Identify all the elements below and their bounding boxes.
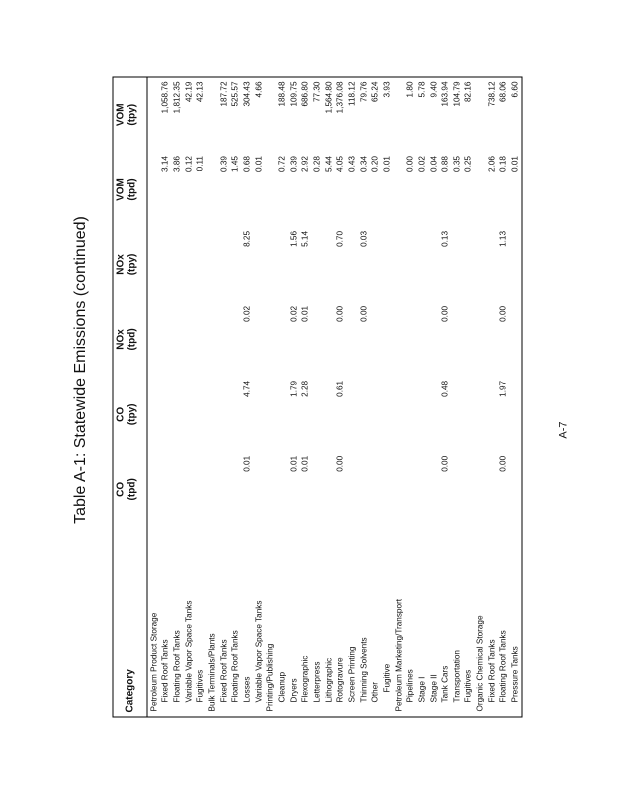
row-value: 0.28 xyxy=(312,156,322,172)
row-value: 0.72 xyxy=(277,156,287,172)
row-value xyxy=(429,302,441,377)
row-value: 4.74 xyxy=(242,380,252,397)
row-category: Letterpress xyxy=(312,661,322,703)
table-row xyxy=(147,77,161,717)
row-value xyxy=(394,377,406,452)
row-value: 77.30 xyxy=(312,81,322,102)
row-category: Transportation xyxy=(452,650,462,703)
row-value: 0.70 xyxy=(335,230,345,247)
row-value: 2.92 xyxy=(300,156,310,172)
row-value: 0.00 xyxy=(498,305,508,322)
row-value: 2.06 xyxy=(487,156,497,172)
row-value xyxy=(429,377,441,452)
emissions-table-frame xyxy=(113,77,523,718)
row-value xyxy=(195,452,207,527)
header-unit: (tpy) xyxy=(126,253,138,276)
row-value xyxy=(172,452,184,527)
row-category: Losses xyxy=(242,676,252,703)
row-value: 79.76 xyxy=(359,81,369,102)
row-value xyxy=(147,227,161,302)
row-value: 0.02 xyxy=(417,156,427,172)
row-value xyxy=(347,452,359,527)
row-value: 0.01 xyxy=(300,455,310,472)
row-value xyxy=(347,377,359,452)
row-value: 5.78 xyxy=(417,81,427,98)
row-category: Bulk Terminals/Plants xyxy=(207,633,217,712)
row-value xyxy=(195,377,207,452)
row-category: Other xyxy=(370,682,380,703)
row-value xyxy=(147,77,161,152)
header-unit: (tpy) xyxy=(126,103,138,126)
row-value: 0.02 xyxy=(289,305,299,322)
table-body xyxy=(147,77,522,717)
row-category: Printing/Publishing xyxy=(265,643,275,712)
row-value: 1,812.35 xyxy=(172,81,182,114)
header-column-4 xyxy=(113,227,147,302)
table-row xyxy=(254,77,266,717)
row-value: 68.06 xyxy=(498,81,508,102)
header-category: Category xyxy=(113,527,147,717)
row-value xyxy=(510,227,522,302)
table-row xyxy=(242,77,254,717)
row-value xyxy=(405,452,417,527)
row-value xyxy=(254,302,266,377)
table-row xyxy=(195,77,207,717)
row-value xyxy=(147,302,161,377)
row-value xyxy=(254,452,266,527)
row-value xyxy=(417,452,429,527)
row-value: 0.02 xyxy=(242,305,252,322)
row-value xyxy=(161,377,173,452)
row-value: 0.00 xyxy=(335,455,345,472)
row-category: Floating Roof Tanks xyxy=(498,630,508,703)
table-row xyxy=(452,77,464,717)
row-value: 1,058.76 xyxy=(160,81,170,114)
row-value xyxy=(405,302,417,377)
row-value: 6.60 xyxy=(510,81,520,98)
row-value: 0.34 xyxy=(359,156,369,172)
table-row xyxy=(359,77,371,717)
row-value xyxy=(277,377,289,452)
row-value xyxy=(147,377,161,452)
row-value xyxy=(475,377,487,452)
row-value: 4.66 xyxy=(254,81,264,98)
table-row xyxy=(230,77,242,717)
table-row xyxy=(429,77,441,717)
row-value xyxy=(487,452,499,527)
row-value: 0.00 xyxy=(335,305,345,322)
row-value xyxy=(195,227,207,302)
row-value: 0.00 xyxy=(498,455,508,472)
row-category: Fixed Roof Tanks xyxy=(219,639,229,703)
row-value: 8.25 xyxy=(242,230,252,247)
row-value: 3.86 xyxy=(172,156,182,172)
row-value xyxy=(394,227,406,302)
row-value: 1.56 xyxy=(289,230,299,247)
row-value xyxy=(184,377,196,452)
row-value xyxy=(184,302,196,377)
header-pollutant: VOM xyxy=(115,178,127,201)
row-value: 0.01 xyxy=(382,156,392,172)
table-row xyxy=(184,77,196,717)
row-value: 109.75 xyxy=(289,81,299,107)
table-row xyxy=(417,77,429,717)
row-value: 0.01 xyxy=(254,156,264,172)
row-value: 0.88 xyxy=(440,156,450,172)
header-column-3 xyxy=(113,302,147,377)
row-value xyxy=(382,452,394,527)
row-value xyxy=(312,377,324,452)
row-value: 0.48 xyxy=(440,380,450,397)
row-value xyxy=(475,452,487,527)
row-value xyxy=(475,152,487,227)
page-number xyxy=(552,415,576,445)
row-value: 188.48 xyxy=(277,81,287,107)
row-value: 0.03 xyxy=(359,230,369,247)
row-value: 0.25 xyxy=(463,156,473,172)
row-value xyxy=(464,452,476,527)
row-value xyxy=(452,227,464,302)
row-value: 0.35 xyxy=(452,156,462,172)
table-row xyxy=(347,77,359,717)
row-value xyxy=(324,452,336,527)
row-value: 1.80 xyxy=(405,81,415,98)
row-value: 104.79 xyxy=(452,81,462,107)
row-value xyxy=(417,302,429,377)
row-value xyxy=(219,452,231,527)
row-value: 0.68 xyxy=(242,156,252,172)
row-value xyxy=(510,302,522,377)
row-category: Flexographic xyxy=(300,655,310,703)
table-row xyxy=(394,77,406,717)
row-value xyxy=(254,227,266,302)
table-row xyxy=(335,77,347,717)
row-value xyxy=(265,152,277,227)
row-value xyxy=(147,452,161,527)
emissions-table xyxy=(113,77,523,718)
table-row xyxy=(487,77,499,717)
table-row xyxy=(161,77,173,717)
row-value xyxy=(207,77,219,152)
header-column-2 xyxy=(113,377,147,452)
row-value: 1,564.80 xyxy=(324,81,334,114)
row-value xyxy=(347,302,359,377)
row-value xyxy=(265,377,277,452)
row-value: 0.00 xyxy=(440,305,450,322)
row-value: 304.43 xyxy=(242,81,252,107)
row-value xyxy=(487,227,499,302)
row-value xyxy=(207,377,219,452)
row-category: Floating Roof Tanks xyxy=(172,630,182,703)
row-value xyxy=(382,302,394,377)
row-value xyxy=(359,377,371,452)
table-row xyxy=(382,77,394,717)
row-category: Pipelines xyxy=(405,669,415,703)
row-value xyxy=(219,377,231,452)
table-row xyxy=(207,77,219,717)
row-category: Thinning Solvents xyxy=(359,637,369,703)
header-column-6 xyxy=(113,77,147,152)
row-value xyxy=(475,302,487,377)
table-row xyxy=(300,77,312,717)
row-value xyxy=(464,227,476,302)
row-value xyxy=(417,227,429,302)
row-value xyxy=(510,452,522,527)
row-value xyxy=(230,377,242,452)
table-row xyxy=(219,77,231,717)
row-value: 187.72 xyxy=(219,81,229,107)
row-value xyxy=(475,77,487,152)
table-row xyxy=(370,77,382,717)
row-value xyxy=(394,152,406,227)
table-row xyxy=(510,77,522,717)
row-value: 0.00 xyxy=(440,455,450,472)
row-value xyxy=(147,152,161,227)
row-value xyxy=(230,302,242,377)
row-category: Organic Chemical Storage xyxy=(475,615,485,712)
row-category: Stage II xyxy=(429,674,438,703)
row-value: 1.13 xyxy=(498,230,508,247)
row-value xyxy=(370,452,382,527)
row-value: 0.61 xyxy=(335,380,345,397)
row-value: 0.00 xyxy=(359,305,369,322)
row-value xyxy=(207,302,219,377)
header-unit: (tpd) xyxy=(126,328,138,351)
row-value xyxy=(172,302,184,377)
row-value: 0.01 xyxy=(510,156,520,172)
row-category: Cleanup xyxy=(277,672,287,703)
table-row xyxy=(277,77,289,717)
row-value xyxy=(464,377,476,452)
row-value xyxy=(452,452,464,527)
row-value xyxy=(207,452,219,527)
row-value xyxy=(405,377,417,452)
row-value xyxy=(207,152,219,227)
table-row xyxy=(405,77,417,717)
row-value: 0.12 xyxy=(184,156,194,172)
row-value xyxy=(510,377,522,452)
row-value: 5.44 xyxy=(324,156,334,172)
row-value: 0.43 xyxy=(347,156,357,172)
header-column-5 xyxy=(113,152,147,227)
row-value xyxy=(184,452,196,527)
row-category: Rotogravure xyxy=(335,657,345,703)
row-value xyxy=(230,452,242,527)
row-value xyxy=(487,377,499,452)
row-value xyxy=(429,452,441,527)
row-category: Tank Cars xyxy=(440,665,450,703)
row-value xyxy=(265,452,277,527)
row-value xyxy=(265,227,277,302)
row-value xyxy=(452,377,464,452)
row-value: 0.13 xyxy=(440,230,450,247)
row-category: Fixed Roof Tanks xyxy=(487,639,497,703)
row-category: Fugitives xyxy=(463,669,473,703)
row-value xyxy=(161,302,173,377)
row-category: Fixed Roof Tanks xyxy=(160,639,170,703)
row-value: 0.01 xyxy=(300,305,310,322)
row-category: Petroleum Marketing/Transport xyxy=(394,598,404,712)
table-row xyxy=(475,77,487,717)
row-category: Variable Vapor Space Tanks xyxy=(254,600,264,703)
row-value xyxy=(324,227,336,302)
header-pollutant: CO xyxy=(115,406,127,422)
row-value xyxy=(487,302,499,377)
row-value: 42.19 xyxy=(184,81,194,102)
row-value xyxy=(359,452,371,527)
row-value xyxy=(394,302,406,377)
row-category: Pressure Tanks xyxy=(510,646,520,703)
row-value xyxy=(464,302,476,377)
table-row xyxy=(172,77,184,717)
table-row xyxy=(289,77,301,717)
row-value: 0.39 xyxy=(219,156,229,172)
row-category: Stage I xyxy=(417,676,427,703)
row-value xyxy=(370,227,382,302)
header-pollutant: NOx xyxy=(115,254,127,275)
row-value xyxy=(230,227,242,302)
row-value xyxy=(405,227,417,302)
row-value: 42.13 xyxy=(195,81,205,102)
row-category: Fugitives xyxy=(195,669,205,703)
row-value xyxy=(394,77,406,152)
row-value: 3.93 xyxy=(382,81,392,98)
row-value xyxy=(475,227,487,302)
row-value xyxy=(324,302,336,377)
row-value xyxy=(172,227,184,302)
row-value xyxy=(429,227,441,302)
row-value xyxy=(452,302,464,377)
row-value xyxy=(382,227,394,302)
table-title-text: Table A-1: Statewide Emissions (continued) xyxy=(72,216,89,524)
row-value: 0.11 xyxy=(195,156,205,172)
row-category: Fugitive xyxy=(382,663,392,693)
header-unit: (tpd) xyxy=(126,478,138,501)
row-value xyxy=(277,227,289,302)
row-value: 1.79 xyxy=(289,380,299,397)
row-value: 0.39 xyxy=(289,156,299,172)
row-value: 686.80 xyxy=(300,81,310,107)
row-category: Petroleum Product Storage xyxy=(149,612,159,712)
row-value xyxy=(207,227,219,302)
row-value: 9.40 xyxy=(429,81,438,98)
page-number-text: A-7 xyxy=(558,421,570,439)
row-value xyxy=(347,227,359,302)
header-pollutant: NOx xyxy=(115,329,127,350)
row-value: 1,376.08 xyxy=(335,81,345,114)
row-value: 0.01 xyxy=(242,455,252,472)
row-value xyxy=(195,302,207,377)
row-value: 163.94 xyxy=(440,81,450,107)
row-value xyxy=(370,302,382,377)
row-value xyxy=(265,77,277,152)
row-category: Variable Vapor Space Tanks xyxy=(184,600,194,703)
row-value: 65.24 xyxy=(370,81,380,102)
row-value xyxy=(161,227,173,302)
row-value xyxy=(265,302,277,377)
row-value: 0.00 xyxy=(405,156,415,172)
row-value xyxy=(219,227,231,302)
row-value: 0.20 xyxy=(370,156,380,172)
row-value: 0.04 xyxy=(429,156,438,172)
row-value xyxy=(219,302,231,377)
header-unit: (tpy) xyxy=(126,403,138,426)
table-row xyxy=(499,77,511,717)
row-value: 118.12 xyxy=(347,81,357,106)
row-value: 1.97 xyxy=(498,380,508,397)
row-value: 82.16 xyxy=(463,81,473,102)
header-pollutant: CO xyxy=(115,481,127,497)
row-category: Floating Roof Tanks xyxy=(230,630,240,703)
row-value: 525.57 xyxy=(230,81,240,107)
row-value xyxy=(324,377,336,452)
table-header-row xyxy=(113,77,147,717)
table-title xyxy=(61,140,101,600)
header-unit: (tpd) xyxy=(126,178,138,201)
row-value xyxy=(312,227,324,302)
header-column-1 xyxy=(113,452,147,527)
row-value xyxy=(277,302,289,377)
table-row xyxy=(265,77,277,717)
row-value xyxy=(161,452,173,527)
row-category: Screen Printing xyxy=(347,646,357,703)
row-value: 738.12 xyxy=(487,81,497,107)
row-value xyxy=(312,302,324,377)
table-row xyxy=(464,77,476,717)
row-value: 1.45 xyxy=(230,156,240,172)
row-category: Dryers xyxy=(289,678,299,703)
row-value: 4.05 xyxy=(335,156,345,172)
row-value xyxy=(370,377,382,452)
row-value: 5.14 xyxy=(300,230,310,247)
header-pollutant: VOM xyxy=(115,103,127,127)
row-value xyxy=(172,377,184,452)
row-value: 0.18 xyxy=(498,156,508,172)
row-value xyxy=(312,452,324,527)
row-value: 2.28 xyxy=(300,380,310,397)
row-category: Lithographic xyxy=(324,657,334,703)
row-value: 3.14 xyxy=(160,156,170,172)
row-value xyxy=(184,227,196,302)
row-value xyxy=(394,452,406,527)
table-row xyxy=(440,77,452,717)
row-value xyxy=(417,377,429,452)
table-row xyxy=(324,77,336,717)
row-value: 0.01 xyxy=(289,455,299,472)
row-value xyxy=(254,377,266,452)
row-value xyxy=(382,377,394,452)
table-row xyxy=(312,77,324,717)
row-value xyxy=(277,452,289,527)
